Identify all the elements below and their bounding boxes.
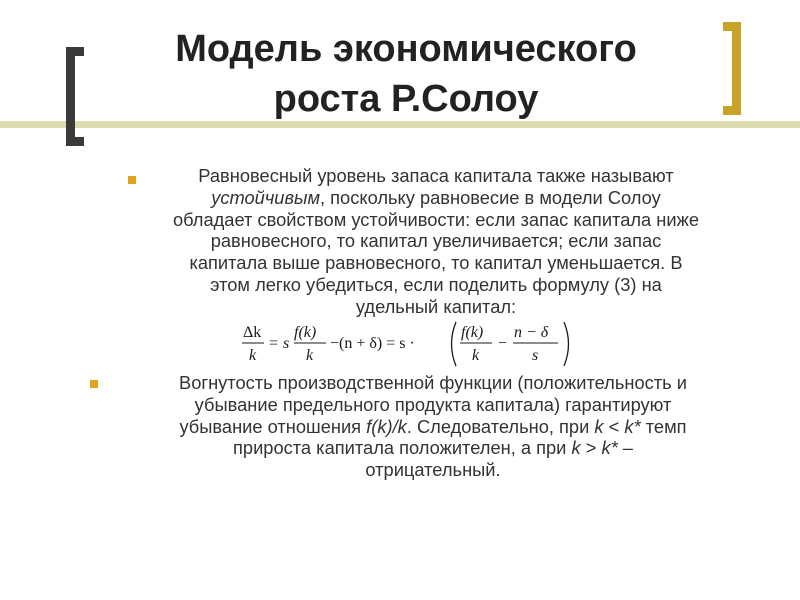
slide-title-line-2: роста Р.Солоу: [273, 78, 539, 120]
paragraph-2-line: [108, 416, 758, 438]
slide-title-line-1: Модель экономического: [175, 28, 637, 70]
slide-title: [96, 24, 716, 124]
formula-k: k: [306, 347, 314, 364]
emphasis-stable: устойчивым: [211, 186, 320, 208]
paragraph-2-text: убывание отношения: [179, 415, 367, 437]
paragraph-1-line: этом легко убедиться, если поделить формулу (3) на: [210, 273, 662, 295]
paragraph-1-line: удельный капитал:: [355, 295, 517, 317]
bullet-paragraph-1: [118, 165, 754, 318]
emphasis-fk-over-k: f(k)/k: [366, 415, 407, 437]
paragraph-1-line: [118, 187, 754, 209]
paragraph-1-line: обладает свойством устойчивости: если запас капитала ниже: [172, 208, 699, 230]
formula-k: k: [249, 347, 257, 364]
right-bracket-vertical: [732, 22, 741, 115]
right-bracket-bottom: [723, 106, 741, 115]
formula-n-minus-delta: n − δ: [514, 324, 549, 341]
paragraph-2-text: . Следовательно, при: [406, 415, 595, 437]
bullet-paragraph-2: [108, 372, 758, 481]
paragraph-2-line: [108, 437, 758, 459]
formula-minus-n-delta: −(n + δ) = s ·: [330, 335, 415, 352]
paragraph-2-text: темп: [640, 415, 687, 437]
paragraph-1-line: равновесного, то капитал увеличивается; если запас: [210, 230, 662, 252]
formula-minus: −: [498, 335, 508, 352]
formula-s: s: [283, 335, 290, 352]
formula-right-paren: [564, 322, 569, 366]
formula-fk: f(k): [294, 324, 317, 341]
left-bracket-bottom: [66, 137, 84, 146]
emphasis-k-star: k*: [624, 415, 641, 437]
paragraph-2-text: прироста капитала положителен, а при: [233, 437, 572, 459]
formula-k: k: [472, 347, 480, 364]
bullet-marker-2: [90, 380, 98, 388]
paragraph-2-line: Вогнутость производственной функции (положительность и: [179, 372, 687, 393]
paragraph-1-text: , поскольку равновесие в модели Солоу: [320, 186, 661, 208]
formula-fk: f(k): [461, 324, 484, 341]
paragraph-2-text: –: [617, 437, 633, 459]
paragraph-2-text: <: [603, 415, 625, 437]
right-bracket-top: [723, 22, 741, 31]
paragraph-1-line: Равновесный уровень запаса капитала также называют: [198, 165, 674, 186]
left-bracket-vertical: [66, 47, 75, 146]
paragraph-2-line: убывание предельного продукта капитала) гарантируют: [194, 393, 672, 415]
formula-equals: =: [269, 335, 279, 352]
emphasis-k: k: [594, 415, 604, 437]
formula-delta-k: Δk: [243, 324, 262, 341]
paragraph-2-text: >: [580, 437, 602, 459]
formula-s: s: [532, 347, 539, 364]
left-bracket-top: [66, 47, 84, 56]
paragraph-2-line: отрицательный.: [365, 459, 501, 481]
formula-left-paren: [452, 322, 457, 366]
emphasis-k: k: [571, 437, 581, 459]
paragraph-1-line: капитала выше равновесного, то капитал уменьшается. В: [189, 252, 683, 274]
emphasis-k-star: k*: [601, 437, 618, 459]
solow-formula: [242, 318, 582, 370]
